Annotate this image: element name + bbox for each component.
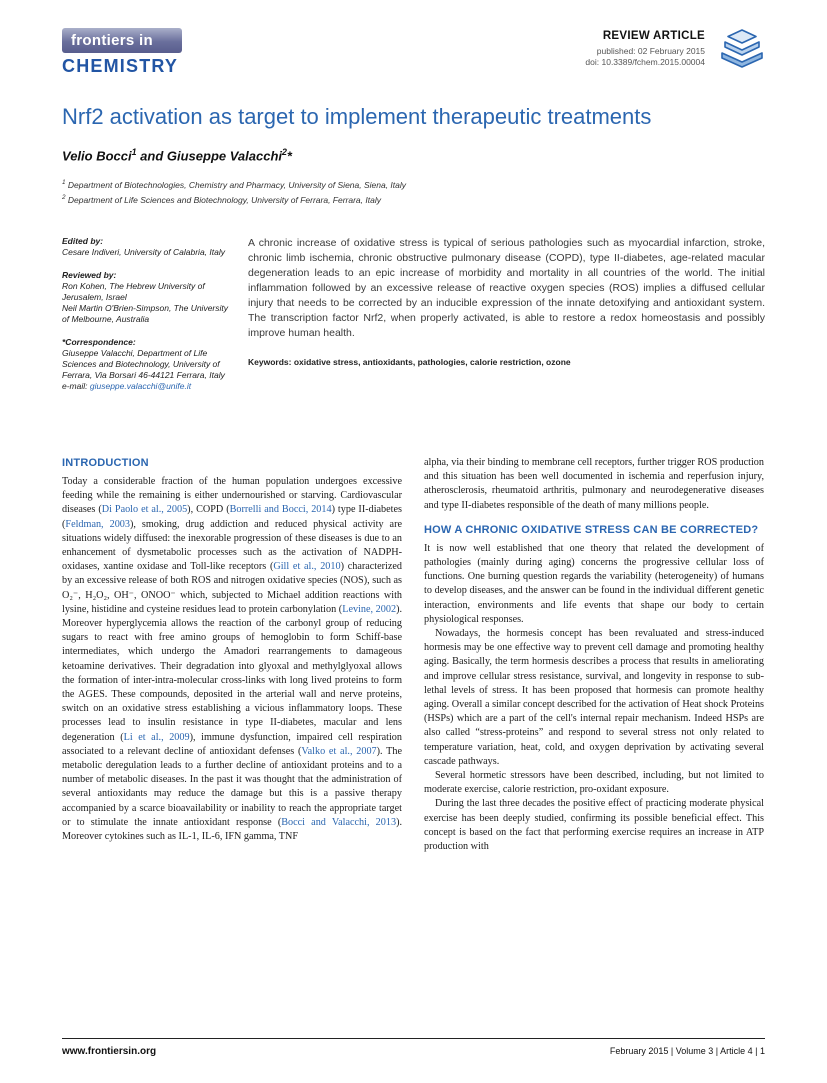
editorial-sidebar: [62, 236, 232, 404]
body-column-right: [424, 456, 764, 854]
author-1-affil-mark: 1: [131, 147, 137, 157]
article-body: [62, 456, 765, 854]
citation-link[interactable]: Li et al., 2009: [123, 731, 190, 743]
affiliation: $^1$ Department of Biotechnologies, Chemistry and Pharmacy, University of Siena, Siena, Italy: [62, 179, 407, 191]
body-column-left: [62, 456, 402, 854]
citation-link[interactable]: Levine, 2002: [342, 603, 397, 615]
journal-name: CHEMISTRY: [62, 56, 179, 76]
correspondence-address: Giuseppe Valacchi, Department of Life Sciences and Biotechnology, University of Ferrara, Via Borsari 46-44121 Ferrara, Italy: [62, 347, 225, 380]
article-type-label: REVIEW ARTICLE: [602, 30, 705, 42]
page-footer: [62, 1038, 765, 1057]
footer-issue-info: February 2015 | Volume 3 | Article 4 | 1: [609, 1046, 765, 1056]
edited-by-block: [62, 236, 232, 258]
correspondence-label: *Correspondence:: [62, 336, 136, 347]
frontiers-logo-block: [62, 28, 182, 77]
reviewed-by-block: [62, 270, 232, 325]
masthead: [62, 28, 765, 77]
citation-link[interactable]: Valko et al., 2007: [301, 745, 377, 757]
body-paragraph: Several hormetic stressors have been described, including, but not limited to moderate exercise, calorie restriction, pro-oxidant exposure.: [424, 770, 764, 796]
author-name-1: Velio Bocci: [62, 148, 132, 164]
intro-paragraph: Today a considerable fraction of the human population undergoes excessive feeding while the remaining is either undernourished or starving. Cardiovascular diseases (Di Paolo et al., 2005), COPD (Borrelli and Bocci, 2014) type II-diabetes (Feldman, 2003), smoking, drug addiction and reduced physical activity are situations widely diffused: the inexorable progression of these diseases is due to an enhancement of dysmetabolic processes such as the activation of NADPH-oxidases, xantine oxidase and Toll-like receptors (Gill et al., 2010) characterized by an excessive release of both ROS and nitrogen oxidative species (NOS), such as O₂⁻, H₂O₂, OH⁻, ONOO⁻ which, subjected to Michael addition reactions with lysine, histidine and cysteine residues lead to protein carbonylation (Levine, 2002). Moreover hyperglycemia allows the reaction of the carbonyl group of reducing sugars to react with free amino groups of hemoglobin to form Schiff-base intermediates, which undergo the Amadori rearrangements to damageous ketoamine derivatives. Their degradation into glyoxal and methylglyoxal allows the formation of inter-intra-molecular cross-links with long lived proteins to form the AGES. These compounds, deposited in the arterial wall and nerve proteins, switch on an oxidative stress establishing a vicious inflammatory loops. These processes lead to insulin resistance in type II-diabetes, macular and lens degeneration (Li et al., 2009), immune dysfunction, impaired cell respiration associated to a relevant decline of antioxidant defenses (Valko et al., 2007). The metabolic deregulation leads to a further decline of antioxidant proteins and to a number of metabolic diseases. In the past it was thought that the administration of several antioxidants may reduce the damage but this is a passive therapy accompanied by a scarce bioavailability or inability to reach the appropriate target or to stimulate the innate antioxidant response (Bocci and Valacchi, 2013). Moreover cytokines such as IL-1, IL-6, IFN gamma, TNF: [62, 475, 403, 843]
author-2-affil-mark: 2: [282, 147, 287, 157]
corresponding-author-mark: *: [286, 148, 292, 164]
published-date: published: 02 February 2015: [596, 46, 705, 56]
body-paragraph: During the last three decades the positive effect of practicing moderate physical exercise has been deeply studied, confirming its possible beneficial effect. This concept is based on the fact that performing exercise requires an increase in ATP production with: [424, 798, 764, 853]
edited-by-label: Edited by:: [62, 235, 104, 246]
body-paragraph: Nowadays, the hormesis concept has been revaluated and stress-induced hormesis may be one effective way to prevent cell damage and promoting healthy aging. Basically, the term hormesis describes a process that results in ameliorating and improve cellular stress resistance, survival, and longevity in response to sub-lethal levels of stress. It has been proposed that hormesis can promote healthy aging. Overall a similar concept described for the activation of Heat shock Proteins (HSPs) which are a part of the cell's internal repair mechanism. Indeed HSPs are also called “stress-proteins” and respond to several stress not only related to temperature variation, heat, cold, and oxygen deprivation by activating several cascade pathways.: [424, 628, 764, 767]
footer-site-link[interactable]: www.frontiersin.org: [62, 1046, 157, 1057]
citation-link[interactable]: Borrelli and Bocci, 2014: [229, 504, 332, 516]
abstract-text: A chronic increase of oxidative stress is typical of serious pathologies such as myocardial infarction, stroke, chronic limb ischemia, chronic obstructive pulmonary disease (COPD), type II-diabetes, age-related macular degeneration leads to an epic increase of morbidity and mortality in all countries of the world. The initial inflammation followed by an excessive release of reactive oxygen species (ROS) implies a diffused cellular injury that needs to be corrected by an inducible expression of the innate detoxifying and antioxidant system. The transcription factor Nrf2, when properly activated, is able to restore a redox homeostasis and possibly improve human health.: [248, 236, 765, 339]
citation-link[interactable]: Di Paolo et al., 2005: [101, 504, 188, 516]
reviewer-name: Neil Martin O'Brien-Simpson, The University of Melbourne, Australia: [62, 302, 229, 324]
authors-separator: and: [136, 148, 167, 164]
correspondence-email-line: e-mail: giuseppe.valacchi@unife.it: [62, 380, 192, 391]
editor-name: Cesare Indiveri, University of Calabria, Italy: [62, 246, 225, 257]
frontiers-logo-icon: [719, 28, 765, 68]
body-paragraph: alpha, via their binding to membrane cell receptors, further trigger ROS production and this situation has been well documented in ischemia and reperfusion injury, atherosclerosis, rheumatoid arthritis, pulmonary and neurodegenerative diseases and type II-diabetes responsible of the death of many millions people.: [424, 456, 764, 511]
email-link[interactable]: giuseppe.valacchi@unife.it: [89, 380, 192, 391]
reviewer-name: Ron Kohen, The Hebrew University of Jerusalem, Israel: [62, 280, 205, 302]
doi-link[interactable]: doi: 10.3389/fchem.2015.00004: [585, 57, 705, 67]
section-heading-introduction: INTRODUCTION: [62, 456, 149, 469]
citation-link[interactable]: Feldman, 2003: [65, 518, 130, 530]
correspondence-block: [62, 337, 232, 392]
abstract-block: [232, 236, 765, 404]
article-title: Nrf2 activation as target to implement therapeutic treatments: [62, 104, 652, 129]
authors-line: [62, 147, 765, 163]
reviewed-by-label: Reviewed by:: [62, 269, 117, 280]
citation-link[interactable]: Bocci and Valacchi, 2013: [281, 816, 397, 828]
citation-link[interactable]: Gill et al., 2010: [273, 561, 341, 573]
section-heading-correction: HOW A CHRONIC OXIDATIVE STRESS CAN BE CORRECTED?: [424, 523, 759, 536]
author-name-2: Giuseppe Valacchi: [166, 148, 282, 164]
body-paragraph: It is now well established that one theory that related the development of pathologies (mainly during aging) concerns the progressive cellular loss of functions. One burning question regards the variability (heterogeneity) of humans to develop diseases, and the answer can be found in the individual different genetic interaction, environments and life events that shape our body to certain physiological responses.: [424, 542, 764, 625]
frontiers-logo-banner: frontiers in: [62, 28, 182, 53]
affiliations: [62, 177, 765, 206]
keywords-line: Keywords: oxidative stress, antioxidants, pathologies, calorie restriction, ozone: [248, 356, 571, 367]
affiliation: $^2$ Department of Life Sciences and Biotechnology, University of Ferrara, Ferrara, Italy: [62, 193, 381, 205]
